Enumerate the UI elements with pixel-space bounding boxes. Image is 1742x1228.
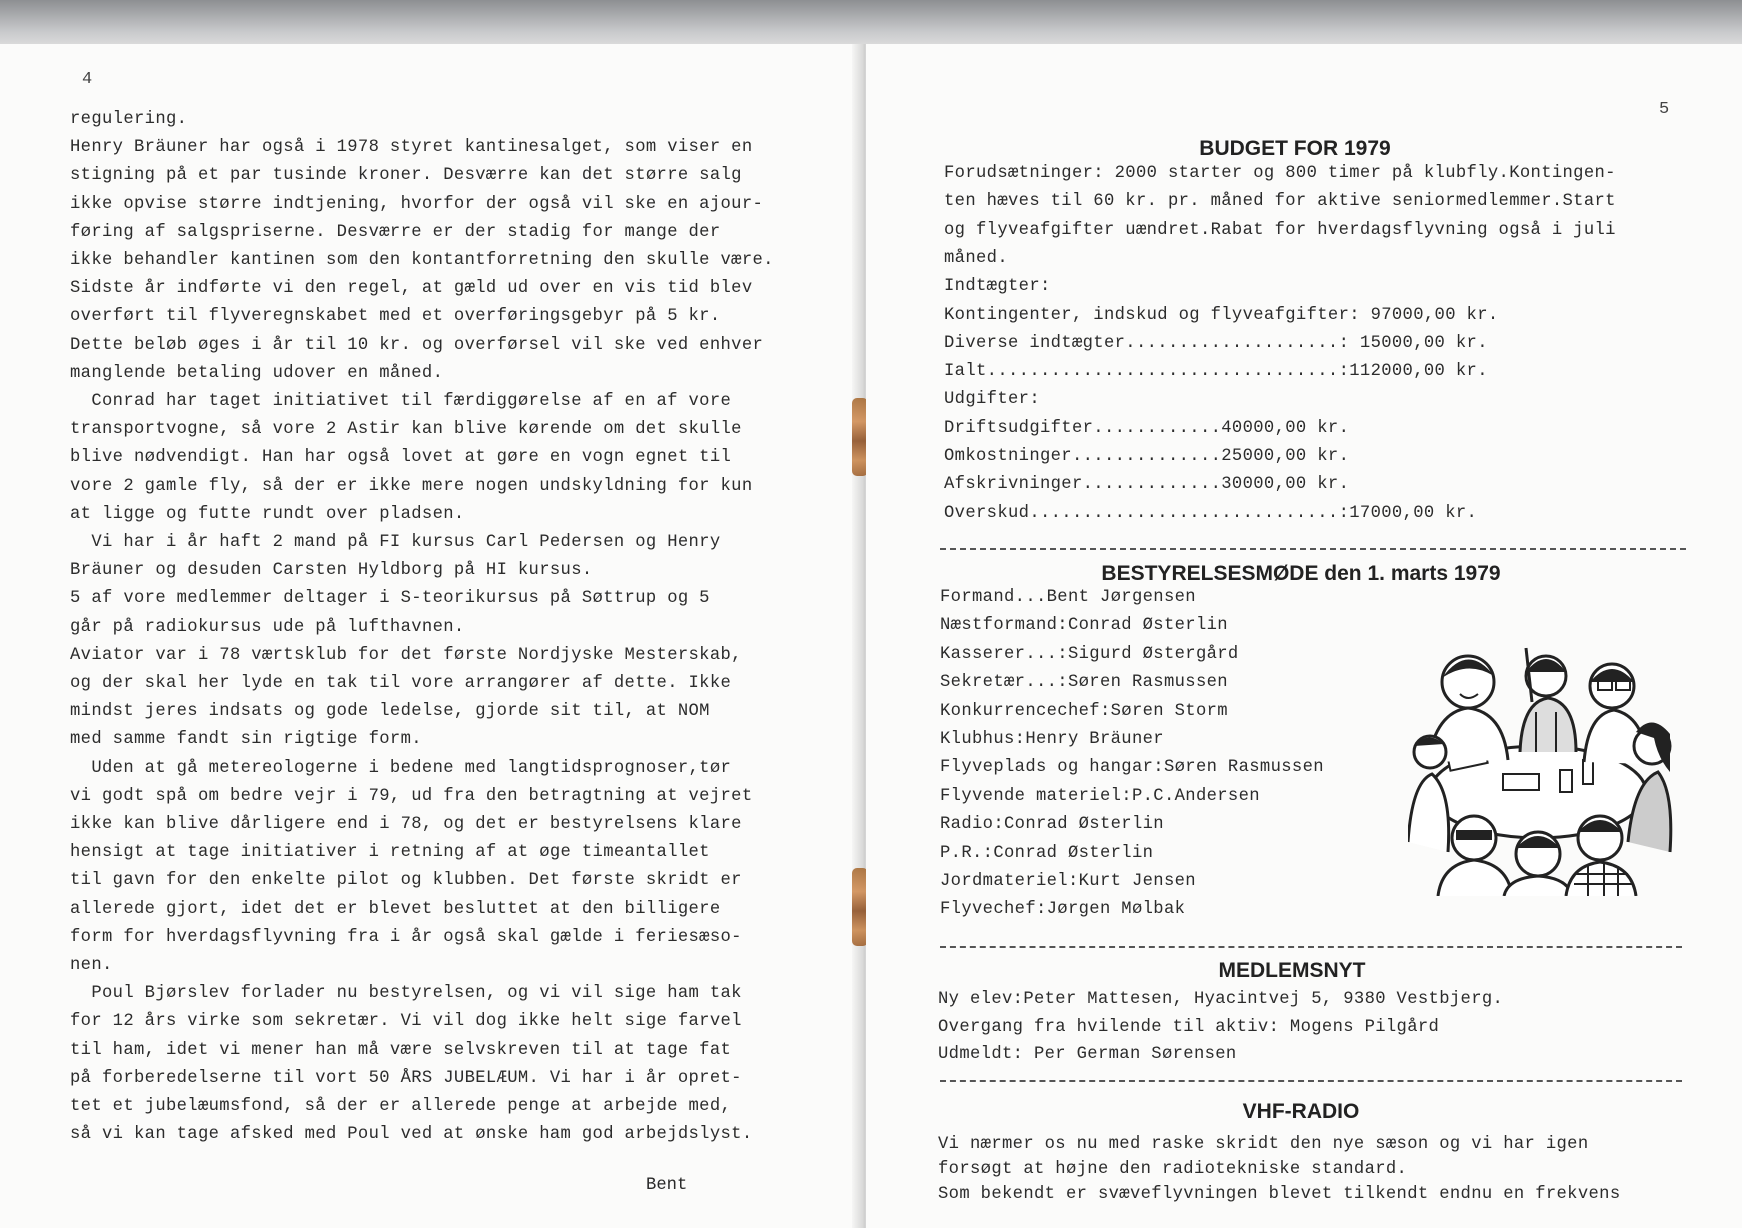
text-line: vore 2 gamle fly, så der er ikke mere nogen undskyldning for kun bbox=[70, 476, 753, 496]
text-line: hensigt at tage initiativer i retning af at øge timeantallet bbox=[70, 843, 710, 863]
text-line: manglende betaling udover en måned. bbox=[70, 363, 444, 383]
budget-line: Overskud.............................:17000,00 kr. bbox=[944, 503, 1478, 523]
text-line: Aviator var i 78 værtsklub for det første Nordjyske Mesterskab, bbox=[70, 645, 742, 665]
text-line: ikke kan blive dårligere end i 78, og det er bestyrelsens klare bbox=[70, 815, 742, 834]
text-line: Henry Bräuner har også i 1978 styret kantinesalget, som viser en bbox=[70, 138, 753, 158]
text-line: Bräuner og desuden Carsten Hyldborg på HI kursus. bbox=[70, 561, 593, 581]
board-heading: BESTYRELSESMØDE den 1. marts 1979 bbox=[1101, 562, 1501, 585]
divider-1 bbox=[940, 548, 1686, 550]
budget-line: Indtægter: bbox=[944, 277, 1051, 297]
text-line: på forberedelserne til vort 50 ÅRS JUBELÆUM. Vi har i år opret- bbox=[70, 1068, 742, 1088]
text-line: Poul Bjørslev forlader nu bestyrelsen, og vi vil sige ham tak bbox=[70, 984, 742, 1004]
board-member-line: Radio:Conrad Østerlin bbox=[940, 815, 1164, 835]
vhf-line: forsøgt at højne den radiotekniske standard. bbox=[938, 1160, 1408, 1179]
board-member-line: Konkurrencechef:Søren Storm bbox=[940, 701, 1228, 721]
vhf-heading: VHF-RADIO bbox=[1242, 1100, 1360, 1123]
text-line: Dette beløb øges i år til 10 kr. og overførsel vil ske ved enhver bbox=[70, 335, 764, 355]
budget-line: Driftsudgifter............40000,00 kr. bbox=[944, 418, 1350, 438]
board-member-line: Næstformand:Conrad Østerlin bbox=[940, 616, 1228, 636]
right-page-number: 5 bbox=[1659, 100, 1670, 119]
text-line: går på radiokursus ude på lufthavnen. bbox=[70, 617, 465, 637]
divider-2 bbox=[940, 946, 1682, 948]
budget-line: ten hæves til 60 kr. pr. måned for aktive seniormedlemmer.Start bbox=[944, 192, 1616, 212]
text-line: Uden at gå metereologerne i bedene med langtidsprognoser,tør bbox=[70, 758, 732, 778]
text-line: form for hverdagsflyvning fra i år også skal gælde i feriesæso- bbox=[70, 927, 742, 947]
budget-line: Forudsætninger: 2000 starter og 800 timer på klubfly.Kontingen- bbox=[944, 164, 1616, 183]
text-line: at ligge og futte rundt over pladsen. bbox=[70, 504, 465, 524]
text-line: nen. bbox=[70, 956, 113, 975]
text-line: 5 af vore medlemmer deltager i S-teorikursus på Søttrup og 5 bbox=[70, 589, 710, 609]
board-member-line: Formand...Bent Jørgensen bbox=[940, 588, 1196, 607]
text-line: ikke behandler kantinen som den kontantforretning den skulle være. bbox=[70, 251, 774, 270]
board-member-line: Klubhus:Henry Bräuner bbox=[940, 730, 1164, 749]
text-line: til ham, idet vi mener han må være selvskreven til at tage fat bbox=[70, 1040, 732, 1060]
budget-line: Diverse indtægter....................: 15000,00 kr. bbox=[944, 333, 1488, 353]
text-line: ikke opvise større indtjening, hvorfor der også vil ske en ajour- bbox=[70, 194, 764, 214]
text-line: for 12 års virke som sekretær. Vi vil dog ikke helt sige farvel bbox=[70, 1012, 742, 1032]
divider-3 bbox=[940, 1080, 1682, 1082]
budget-line: Kontingenter, indskud og flyveafgifter: 97000,00 kr. bbox=[944, 305, 1499, 325]
budget-heading: BUDGET FOR 1979 bbox=[1199, 137, 1391, 160]
vhf-line: Som bekendt er svæveflyvningen blevet tilkendt endnu en frekvens bbox=[938, 1185, 1621, 1204]
board-member-line: Kasserer...:Sigurd Østergård bbox=[940, 644, 1239, 664]
budget-line: Afskrivninger.............30000,00 kr. bbox=[944, 475, 1350, 495]
news-line: Udmeldt: Per German Sørensen bbox=[938, 1045, 1237, 1064]
board-member-line: Flyvende materiel:P.C.Andersen bbox=[940, 786, 1260, 806]
news-heading: MEDLEMSNYT bbox=[1218, 959, 1366, 982]
text-line: så vi kan tage afsked med Poul ved at ønske ham god arbejdslyst. bbox=[70, 1125, 753, 1145]
board-member-line: Sekretær...:Søren Rasmussen bbox=[940, 673, 1228, 693]
budget-line: og flyveafgifter uændret.Rabat for hverdagsflyvning også i juli bbox=[944, 220, 1616, 240]
text-line: med samme fandt sin rigtige form. bbox=[70, 730, 422, 750]
board-member-line: Flyvechef:Jørgen Mølbak bbox=[940, 900, 1186, 920]
budget-line: Ialt.................................:112000,00 kr. bbox=[944, 362, 1488, 382]
text-line: regulering. bbox=[70, 110, 188, 129]
signature: Bent bbox=[646, 1176, 688, 1195]
budget-line: Omkostninger..............25000,00 kr. bbox=[944, 447, 1350, 466]
text-line: Conrad har taget initiativet til færdiggørelse af en af vore bbox=[70, 392, 732, 411]
left-page-number: 4 bbox=[82, 70, 93, 89]
text-line: stigning på et par tusinde kroner. Desværre kan det større salg bbox=[70, 166, 742, 186]
budget-line: måned. bbox=[944, 248, 1008, 268]
text-line: blive nødvendigt. Han har også lovet at gøre en vogn egnet til bbox=[70, 448, 732, 468]
text-line: til gavn for den enkelte pilot og klubben. Det første skridt er bbox=[70, 871, 742, 891]
board-meeting-illustration bbox=[1408, 642, 1676, 896]
text-line: vi godt spå om bedre vejr i 79, ud fra den betragtning at vejret bbox=[70, 786, 753, 806]
board-member-line: P.R.:Conrad Østerlin bbox=[940, 843, 1154, 863]
text-line: tet et jubelæumsfond, så der er allerede penge at arbejde med, bbox=[70, 1097, 732, 1116]
text-line: Vi har i år haft 2 mand på FI kursus Carl Pedersen og Henry bbox=[70, 533, 721, 552]
text-line: og der skal her lyde en tak til vore arrangører af dette. Ikke bbox=[70, 674, 732, 693]
board-member-line: Jordmateriel:Kurt Jensen bbox=[940, 872, 1196, 891]
text-line: transportvogne, så vore 2 Astir kan blive kørende om det skulle bbox=[70, 420, 742, 440]
news-line: Ny elev:Peter Mattesen, Hyacintvej 5, 9380 Vestbjerg. bbox=[938, 990, 1504, 1009]
text-line: allerede gjort, idet det er blevet besluttet at den billigere bbox=[70, 899, 721, 919]
vhf-line: Vi nærmer os nu med raske skridt den nye sæson og vi har igen bbox=[938, 1135, 1589, 1154]
news-line: Overgang fra hvilende til aktiv: Mogens Pilgård bbox=[938, 1017, 1440, 1037]
text-line: Sidste år indførte vi den regel, at gæld ud over en vis tid blev bbox=[70, 279, 753, 299]
board-member-line: Flyveplads og hangar:Søren Rasmussen bbox=[940, 758, 1324, 778]
text-line: mindst jeres indsats og gode ledelse, gjorde sit til, at NOM bbox=[70, 702, 710, 722]
text-line: overført til flyveregnskabet med et overføringsgebyr på 5 kr. bbox=[70, 307, 721, 327]
budget-line: Udgifter: bbox=[944, 390, 1040, 410]
text-line: føring af salgspriserne. Desværre er der stadig for mange der bbox=[70, 222, 721, 242]
